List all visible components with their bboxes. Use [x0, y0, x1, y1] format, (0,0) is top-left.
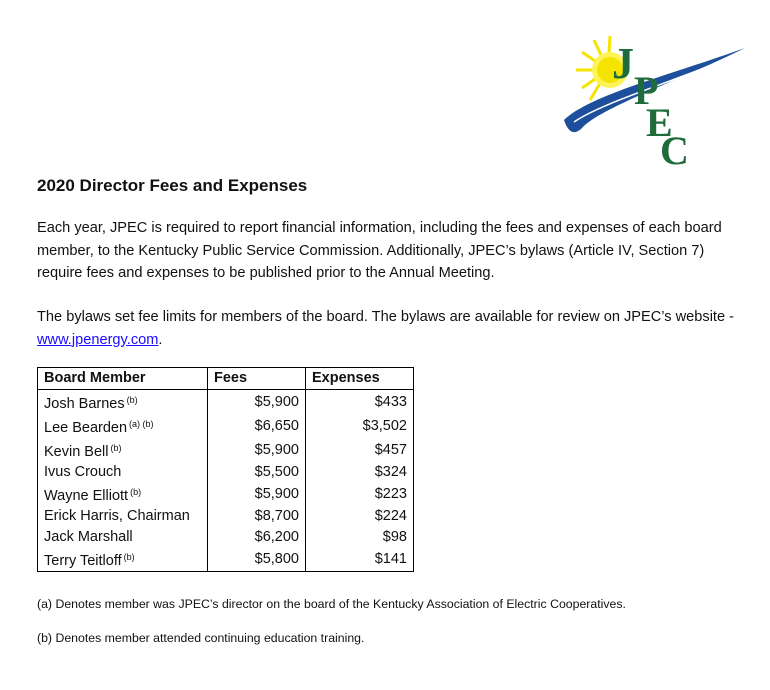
fees-table [37, 367, 414, 572]
member-note: (b) [123, 552, 135, 562]
member-name: Jack Marshall [44, 528, 133, 545]
logo-letter-c: C [660, 128, 689, 168]
expenses-cell: $141 [306, 547, 414, 572]
logo-letter-p: P [634, 68, 659, 113]
expenses-cell: $457 [306, 438, 414, 462]
website-link[interactable]: www.jpenergy.com [37, 331, 159, 348]
fees-cell: $5,800 [208, 547, 306, 572]
member-name-cell [38, 527, 208, 548]
member-name-cell [38, 438, 208, 462]
fees-cell: $5,900 [208, 389, 306, 414]
footnote-b: (b) Denotes member attended continuing education training. [37, 631, 365, 645]
fees-cell: $6,650 [208, 414, 306, 438]
expenses-cell: $223 [306, 482, 414, 506]
logo-letter-e: E [646, 100, 673, 145]
fees-cell: $8,700 [208, 506, 306, 527]
member-note: (b) [126, 394, 138, 405]
member-name: Josh Barnes [44, 395, 125, 412]
logo-letter-j: J [612, 39, 634, 88]
member-name: Kevin Bell [44, 443, 109, 460]
expenses-cell: $433 [306, 389, 414, 414]
expenses-cell: $224 [306, 506, 414, 527]
member-name-cell [38, 547, 208, 572]
header-expenses: Expenses [306, 368, 414, 390]
table-body [38, 389, 414, 572]
table-row [38, 547, 414, 572]
member-name-cell [38, 506, 208, 527]
member-note: (b) [130, 487, 142, 497]
member-name-cell [38, 482, 208, 506]
bylaws-text: The bylaws set fee limits for members of the board. The bylaws are available for review on JPEC’s website - [37, 309, 735, 325]
table-row [38, 506, 414, 527]
table-row [38, 482, 414, 506]
bylaws-text-end: . [158, 331, 163, 348]
bylaws-paragraph [37, 306, 737, 351]
table-row [38, 462, 414, 483]
expenses-cell: $324 [306, 462, 414, 483]
member-name-cell [38, 414, 208, 438]
table-header-row [38, 368, 414, 390]
member-name: Erick Harris, Chairman [44, 508, 190, 525]
table-row [38, 438, 414, 462]
page-title: 2020 Director Fees and Expenses [37, 176, 308, 195]
expenses-cell: $98 [306, 527, 414, 548]
member-name: Ivus Crouch [44, 463, 122, 480]
member-name-cell [38, 462, 208, 483]
member-name-cell [38, 389, 208, 414]
member-note: (a) (b) [129, 418, 154, 429]
member-name: Wayne Elliott [44, 488, 129, 504]
member-note: (b) [110, 442, 122, 453]
table-row [38, 527, 414, 548]
jpec-logo [560, 20, 750, 168]
member-name: Lee Bearden [44, 419, 128, 436]
expenses-cell: $3,502 [306, 414, 414, 438]
header-board-member: Board Member [38, 368, 208, 390]
header-fees: Fees [208, 368, 306, 390]
fees-cell: $6,200 [208, 527, 306, 548]
fees-cell: $5,900 [208, 482, 306, 506]
table-row [38, 389, 414, 414]
fees-cell: $5,500 [208, 462, 306, 483]
member-name: Terry Teitloff [44, 553, 122, 569]
intro-paragraph: Each year, JPEC is required to report financial information, including the fees and expenses of each board member, to the Kentucky Public Service Commission. Additionally, JPEC’s bylaws (Article IV, Section 7) require fees and expenses to be published prior to the Annual Meeting. [37, 220, 722, 281]
footnote-a: (a) Denotes member was JPEC’s director on the board of the Kentucky Association of Electric Cooperatives. [37, 597, 626, 611]
fees-cell: $5,900 [208, 438, 306, 462]
table-row [38, 414, 414, 438]
